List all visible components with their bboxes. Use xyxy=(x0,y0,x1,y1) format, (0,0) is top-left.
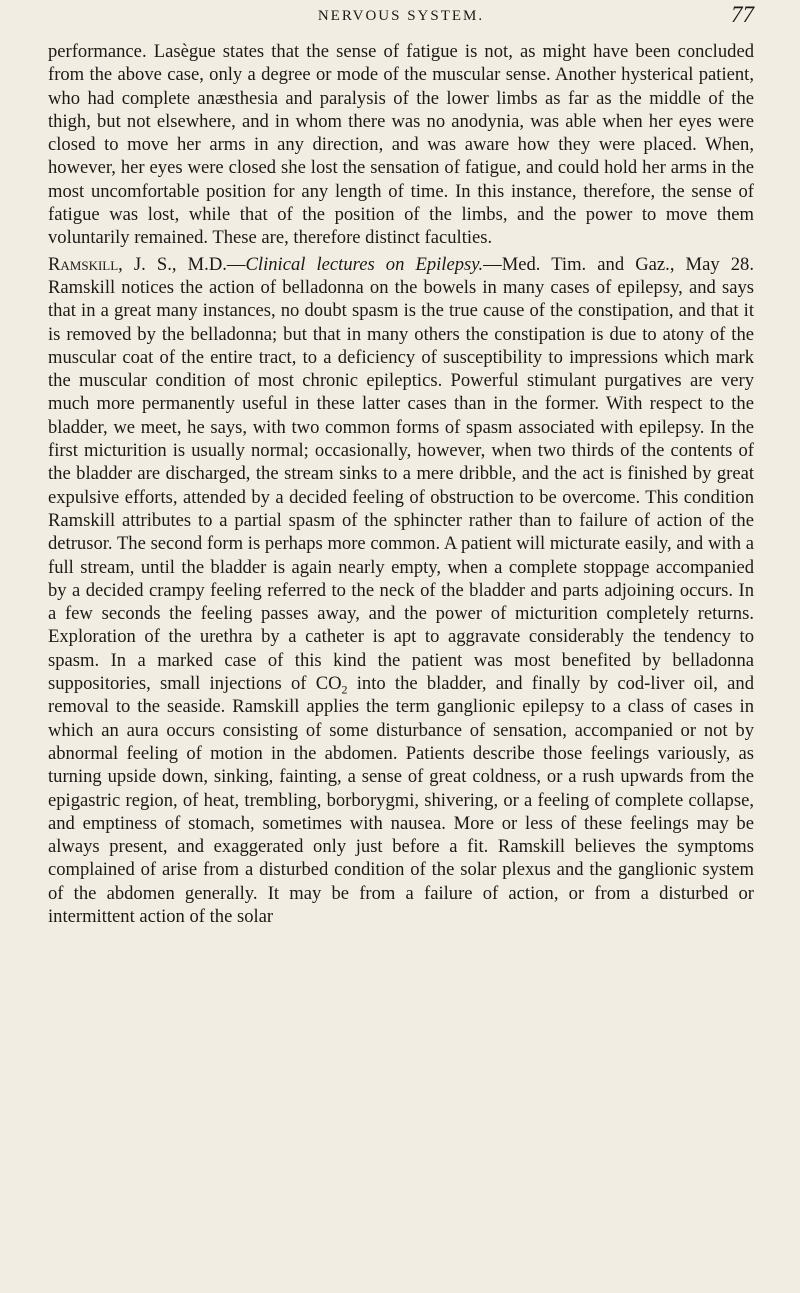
page-header xyxy=(48,0,754,40)
reference-title: Clinical lectures on Epilepsy. xyxy=(245,253,484,275)
paragraph-lasegue: performance. Lasègue states that the sense of fatigue is not, as might have been concluded from the above case, only a degree or mode of the muscular sense. Another hysterical patient, who had complete anæsthesia and paralysis of the lower limbs as far as the middle of the thigh, but not elsewhere, and in whom there was no anodynia, was able when her eyes were closed to move her arms in any direction, and was aware how they were placed. When, however, her eyes were closed she lost the sensation of fatigue, and could hold her arms in the most uncomfortable position for any length of time. In this instance, therefore, the sense of fatigue was lost, while that of the position of the limbs, and the power to move them voluntarily remained. These are, therefore distinct faculties. xyxy=(48,41,754,249)
reference-source: —Med. Tim. and Gaz., May 28. xyxy=(483,253,754,275)
paragraph-body-a: Ramskill notices the action of belladonna on the bowels in many cases of epilepsy, and says that in a great many instances, no doubt spasm is the true cause of the constipation, and that it is removed by the belladonna; but that in many others the constipation is due to atony of the muscular coat of the entire tract, to a deficiency of susceptibility to impressions which mark the muscular condition of most chronic epileptics. Powerful stimulant purgatives are very much more permanently useful in these latter cases than in the former. With respect to the bladder, we meet, he says, with two common forms of spasm associated with epilepsy. In the first micturition is usually normal; occasionally, however, when two thirds of the contents of the bladder are discharged, the stream sinks to a mere dribble, and the act is finished by great expulsive efforts, attended by a decided feeling of obstruction to be overcome. This condition Ramskill attributes to a partial spasm of the sphincter rather than to failure of action of the detrusor. The second form is perhaps more common. A patient will micturate easily, and with a full stream, until the bladder is again nearly empty, when a complete stoppage accompanied by a decided crampy feeling referred to the neck of the bladder and parts adjoining occurs. In a few seconds the feeling passes away, and the power of micturition completely returns. Exploration of the urethra by a catheter is apt to aggravate considerably the tendency to spasm. In a marked case of this kind the patient was most benefited by belladonna suppositories, small injections of CO xyxy=(48,276,754,695)
reference-author: Ramskill, J. S., M.D. xyxy=(48,253,227,275)
paragraph-ramskill xyxy=(48,253,754,929)
paragraph-body-b: into the bladder, and finally by cod-liver oil, and removal to the seaside. Ramskill applies the term ganglionic epilepsy to a class of cases in which an aura occurs consisting of some disturbance of sensation, accompanied or not by abnormal feeling of motion in the abdomen. Patients describe those feelings variously, as turning upside down, sinking, fainting, a sense of great coldness, or a rush upwards from the epigastric region, of heat, trembling, borborygmi, shivering, or a feeling of complete collapse, and emptiness of stomach, sometimes with nausea. More or less of these feelings may be always present, and exaggerated only just before a fit. Ramskill believes the symptoms complained of arise from a disturbed condition of the solar plexus and the ganglionic system of the abdomen generally. It may be from a failure of action, or from a disturbed or intermittent action of the solar xyxy=(48,673,754,927)
reference-dash: — xyxy=(226,253,246,275)
page-number: 77 xyxy=(731,2,754,27)
running-head: NERVOUS SYSTEM. xyxy=(317,8,485,24)
co2-subscript: 2 xyxy=(341,682,348,697)
